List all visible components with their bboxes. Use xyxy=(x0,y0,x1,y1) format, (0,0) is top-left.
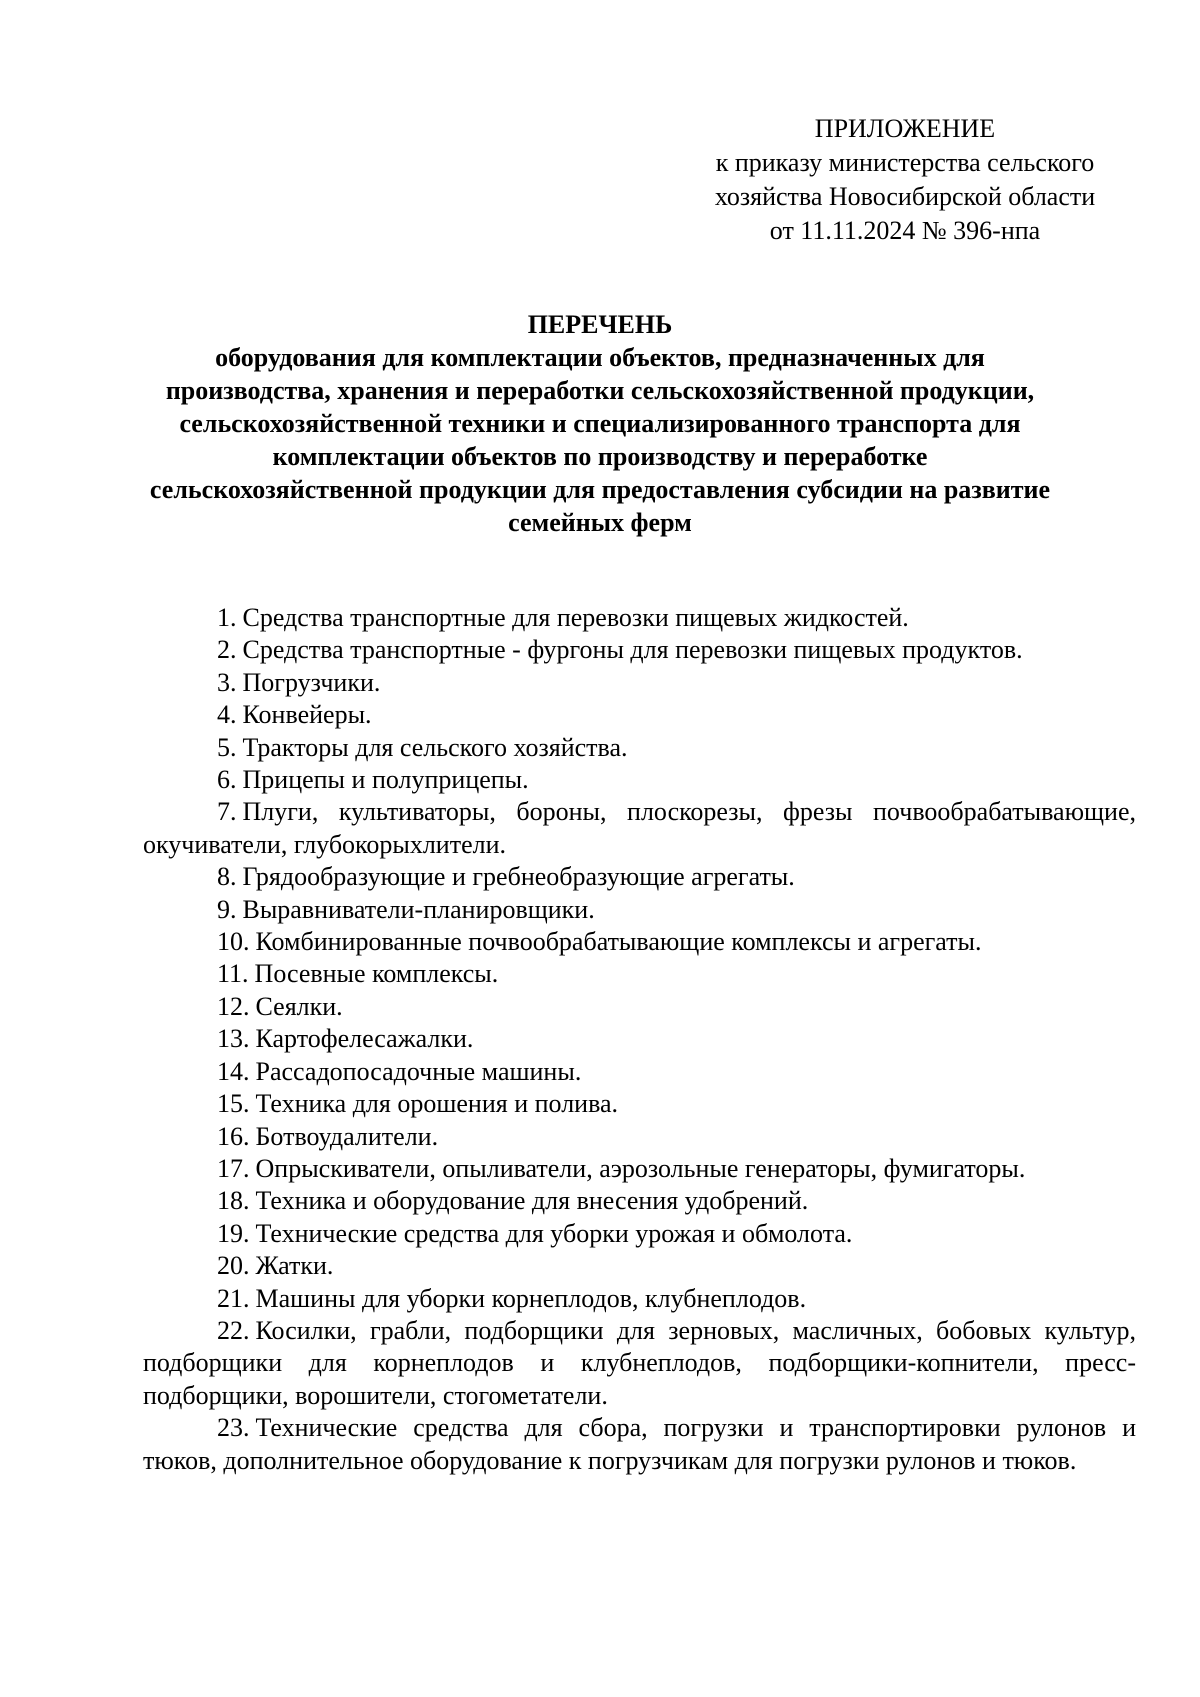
item-text: Машины для уборки корнеплодов, клубнеплодов. xyxy=(255,1283,807,1313)
item-number: 3. xyxy=(217,667,237,697)
item-number: 1. xyxy=(217,603,237,632)
item-text: Техника и оборудование для внесения удобрений. xyxy=(255,1186,809,1216)
item-number: 4. xyxy=(217,700,237,730)
list-item xyxy=(143,861,1136,893)
title-line: семейных ферм xyxy=(508,508,692,537)
appendix-order-line: к приказу министерства сельского xyxy=(715,148,1095,177)
item-text: Сеялки. xyxy=(255,991,343,1021)
item-number: 16. xyxy=(217,1121,250,1151)
item-number: 18. xyxy=(217,1186,250,1216)
list-item xyxy=(143,602,1136,634)
title-heading: ПЕРЕЧЕНЬ xyxy=(527,310,673,339)
item-number: 8. xyxy=(217,862,237,892)
equipment-list xyxy=(143,602,1136,1477)
item-number: 21. xyxy=(217,1283,250,1313)
list-item xyxy=(143,1218,1136,1250)
title-line: сельскохозяйственной техники и специализированного транспорта для xyxy=(179,409,1021,438)
appendix-block xyxy=(695,112,1115,248)
item-text: Картофелесажалки. xyxy=(255,1024,474,1054)
item-text: Технические средства для сбора, погрузки и транспортировки рулонов и тюков, дополнительное оборудование к погрузчикам для погрузки рулонов и тюков. xyxy=(143,1413,1136,1475)
list-item xyxy=(143,1315,1136,1412)
appendix-date-number: от 11.11.2024 № 396-нпа xyxy=(769,216,1041,245)
title-line: комплектации объектов по производству и переработке xyxy=(272,442,928,471)
list-item xyxy=(143,894,1136,926)
item-number: 23. xyxy=(217,1413,250,1443)
item-text: Средства транспортные - фургоны для перевозки пищевых продуктов. xyxy=(242,635,1023,665)
list-item xyxy=(143,958,1136,990)
item-number: 15. xyxy=(217,1089,250,1119)
list-item xyxy=(143,1121,1136,1153)
list-item xyxy=(143,991,1136,1023)
item-number: 20. xyxy=(217,1251,250,1281)
item-number: 10. xyxy=(217,927,250,957)
item-text: Рассадопосадочные машины. xyxy=(255,1056,582,1086)
list-item xyxy=(143,926,1136,958)
item-text: Плуги, культиваторы, бороны, плоскорезы, фрезы почвообрабатывающие, окучиватели, глубокорыхлители. xyxy=(143,797,1136,859)
item-text: Тракторы для сельского хозяйства. xyxy=(242,732,628,762)
title-line: производства, хранения и переработки сельскохозяйственной продукции, xyxy=(165,376,1035,405)
item-number: 22. xyxy=(217,1315,250,1345)
item-text: Выравниватели-планировщики. xyxy=(242,894,595,924)
item-text: Косилки, грабли, подборщики для зерновых, масличных, бобовых культур, подборщики для корнеплодов и клубнеплодов, подборщики-копнители, пресс-подборщики, ворошители, стогометатели. xyxy=(143,1315,1136,1410)
appendix-ministry-line: хозяйства Новосибирской области xyxy=(714,182,1096,211)
list-item xyxy=(143,1088,1136,1120)
item-number: 17. xyxy=(217,1153,250,1183)
list-item xyxy=(143,1023,1136,1055)
item-text: Технические средства для уборки урожая и обмолота. xyxy=(255,1218,853,1248)
list-item xyxy=(143,764,1136,796)
list-item xyxy=(143,796,1136,861)
item-text: Погрузчики. xyxy=(242,667,381,697)
list-item xyxy=(143,634,1136,666)
item-text: Комбинированные почвообрабатывающие комплексы и агрегаты. xyxy=(255,927,982,957)
list-item xyxy=(143,732,1136,764)
item-number: 6. xyxy=(217,765,237,795)
list-item xyxy=(143,1153,1136,1185)
list-item xyxy=(143,699,1136,731)
list-item xyxy=(143,1185,1136,1217)
list-item xyxy=(143,1250,1136,1282)
title-line: оборудования для комплектации объектов, предназначенных для xyxy=(215,343,985,372)
list-item xyxy=(143,1056,1136,1088)
item-text: Посевные комплексы. xyxy=(254,959,499,989)
item-text: Ботвоудалители. xyxy=(255,1121,439,1151)
item-text: Средства транспортные для перевозки пищевых жидкостей. xyxy=(242,603,909,632)
item-text: Опрыскиватели, опыливатели, аэрозольные генераторы, фумигаторы. xyxy=(255,1153,1026,1183)
item-text: Техника для орошения и полива. xyxy=(255,1089,619,1119)
item-text: Жатки. xyxy=(255,1251,334,1281)
item-number: 9. xyxy=(217,894,237,924)
list-item xyxy=(143,667,1136,699)
list-item xyxy=(143,1412,1136,1477)
title-line: сельскохозяйственной продукции для предоставления субсидии на развитие xyxy=(149,475,1051,504)
item-number: 2. xyxy=(217,635,237,665)
item-text: Конвейеры. xyxy=(242,700,372,730)
item-number: 5. xyxy=(217,732,237,762)
item-number: 11. xyxy=(217,959,249,989)
item-text: Грядообразующие и гребнеобразующие агрегаты. xyxy=(242,862,795,892)
item-number: 19. xyxy=(217,1218,250,1248)
item-number: 14. xyxy=(217,1056,250,1086)
item-number: 7. xyxy=(217,797,237,827)
document-title xyxy=(130,308,1070,539)
list-item xyxy=(143,1283,1136,1315)
appendix-label: ПРИЛОЖЕНИЕ xyxy=(814,114,996,143)
item-number: 13. xyxy=(217,1024,250,1054)
item-text: Прицепы и полуприцепы. xyxy=(242,765,529,795)
item-number: 12. xyxy=(217,991,250,1021)
